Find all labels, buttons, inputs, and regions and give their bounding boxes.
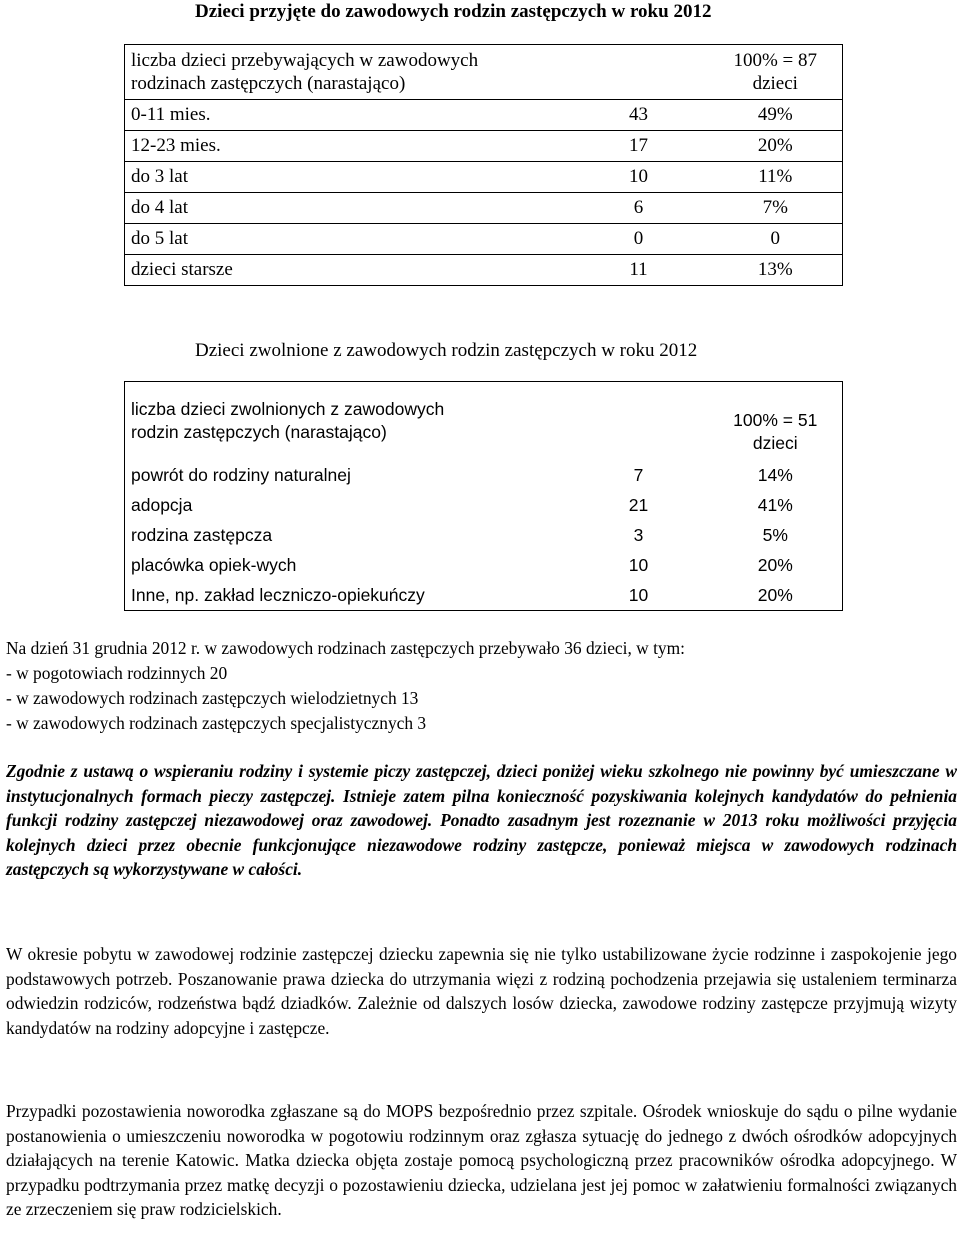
row-label: Inne, np. zakład leczniczo-opiekuńczy bbox=[131, 584, 425, 605]
law-paragraph: Zgodnie z ustawą o wspieraniu rodziny i systemie piczy zastępczej, dzieci poniżej wieku szkolnego nie powinny być umieszczane w instytucjonalnych formach pieczy zastępczej. Istnieje zatem pilna konieczność pozyskiwania kolejnych kandydatów do pełnienia funkcji rodziny zastępczej niezawodowej oraz zawodowej. Ponadto zasadnym jest rozeznanie w 2013 roku możliwości przyjęcia kolejnych dzieci przez obecnie funkcjonujące niezawodowe rodziny zastępcze, ponieważ miejsca w zawodowych rodzinach zastępczych są wykorzystywane w całości. bbox=[6, 761, 957, 879]
row-label: 0-11 mies. bbox=[125, 100, 569, 131]
row-label: dzieci starsze bbox=[125, 255, 569, 286]
row-percent: 5% bbox=[762, 524, 788, 545]
row-percent: 14% bbox=[757, 464, 793, 485]
header-label: liczba dzieci przebywających w zawodowych rodzinach zastępczych (narastająco) bbox=[125, 45, 709, 100]
row-label: rodzina zastępcza bbox=[131, 524, 273, 545]
stats-intro: Na dzień 31 grudnia 2012 r. w zawodowych rodzinach zastępczych przebywało 36 dzieci, w tym: bbox=[6, 638, 685, 658]
row-count: 11 bbox=[569, 255, 709, 286]
table-row bbox=[125, 193, 843, 224]
table-row bbox=[125, 224, 843, 255]
table-row bbox=[125, 550, 843, 580]
row-label: powrót do rodziny naturalnej bbox=[131, 464, 351, 485]
stats-item: - w zawodowych rodzinach zastępczych wielodzietnych 13 bbox=[6, 688, 419, 708]
table-row bbox=[125, 162, 843, 193]
row-count: 10 bbox=[569, 162, 709, 193]
header-total: 100% = 87 dzieci bbox=[709, 45, 843, 100]
row-percent: 20% bbox=[757, 554, 793, 575]
table-header-row bbox=[125, 45, 843, 100]
row-count: 17 bbox=[569, 131, 709, 162]
row-count: 10 bbox=[628, 584, 649, 605]
row-percent: 41% bbox=[757, 494, 793, 515]
table-row bbox=[125, 131, 843, 162]
family-bond-paragraph: W okresie pobytu w zawodowej rodzinie zastępczej dziecku zapewnia się nie tylko ustabilizowane życie rodzinne i zaspokojenie jego podstawowych potrzeb. Poszanowanie prawa dziecka do utrzymania więzi z rodziną pochodzenia przejawia się ustaleniem terminarza odwiedzin rodziców, rodzeństwa bądź dziadków. Zależnie od dalszych losów dziecka, zawodowe rodziny zastępcze przyjmują wizyty kandydatów na rodziny adopcyjne i zastępcze. bbox=[6, 944, 957, 1038]
table-row bbox=[125, 255, 843, 286]
row-label: do 3 lat bbox=[125, 162, 569, 193]
row-label: do 4 lat bbox=[125, 193, 569, 224]
table-row bbox=[125, 460, 843, 490]
released-children-table bbox=[124, 381, 843, 611]
row-percent: 0 bbox=[709, 224, 843, 255]
row-percent: 20% bbox=[757, 584, 793, 605]
row-count: 0 bbox=[569, 224, 709, 255]
newborn-paragraph: Przypadki pozostawienia noworodka zgłaszane są do MOPS bezpośrednio przez szpitale. Ośrodek wnioskuje do sądu o pilne wydanie postanowienia o umieszczeniu noworodka w pogotowiu rodzinnym oraz zgłasza sytuację do jednego z dwóch ośrodków adopcyjnych działających na terenie Katowic. Matka dziecka objęta zostaje pomocą psychologiczną przez pracowników ośrodka adopcyjnego. W przypadku podtrzymania przez matkę decyzji o pozostawieniu dziecka, udzielana jest jej pomoc w załatwieniu formalności związanych ze zrzeczeniem się praw rodzicielskich. bbox=[6, 1101, 957, 1219]
row-percent: 7% bbox=[709, 193, 843, 224]
row-count: 10 bbox=[628, 554, 649, 575]
header-label: liczba dzieci zwolnionych z zawodowych rodzin zastępczych (narastająco) bbox=[131, 399, 445, 442]
header-total: 100% = 51 dzieci bbox=[733, 410, 818, 453]
row-count: 43 bbox=[569, 100, 709, 131]
table-row bbox=[125, 580, 843, 611]
section1-title: Dzieci przyjęte do zawodowych rodzin zastępczych w roku 2012 bbox=[195, 1, 712, 22]
row-count: 21 bbox=[628, 494, 649, 515]
section2-title: Dzieci zwolnione z zawodowych rodzin zastępczych w roku 2012 bbox=[195, 340, 698, 361]
row-percent: 11% bbox=[709, 162, 843, 193]
row-label: 12-23 mies. bbox=[125, 131, 569, 162]
row-percent: 49% bbox=[709, 100, 843, 131]
table-header-row bbox=[125, 382, 843, 461]
table-row bbox=[125, 100, 843, 131]
admitted-children-table bbox=[124, 44, 843, 286]
row-count: 6 bbox=[569, 193, 709, 224]
table-row bbox=[125, 490, 843, 520]
row-label: do 5 lat bbox=[125, 224, 569, 255]
row-count: 3 bbox=[633, 524, 644, 545]
row-label: placówka opiek-wych bbox=[131, 554, 297, 575]
stats-item: - w zawodowych rodzinach zastępczych specjalistycznych 3 bbox=[6, 713, 427, 733]
row-label: adopcja bbox=[131, 494, 193, 515]
table-row bbox=[125, 520, 843, 550]
children-stats-paragraph bbox=[6, 636, 957, 736]
row-count: 7 bbox=[633, 464, 644, 485]
row-percent: 13% bbox=[709, 255, 843, 286]
stats-item: - w pogotowiach rodzinnych 20 bbox=[6, 663, 228, 683]
row-percent: 20% bbox=[709, 131, 843, 162]
